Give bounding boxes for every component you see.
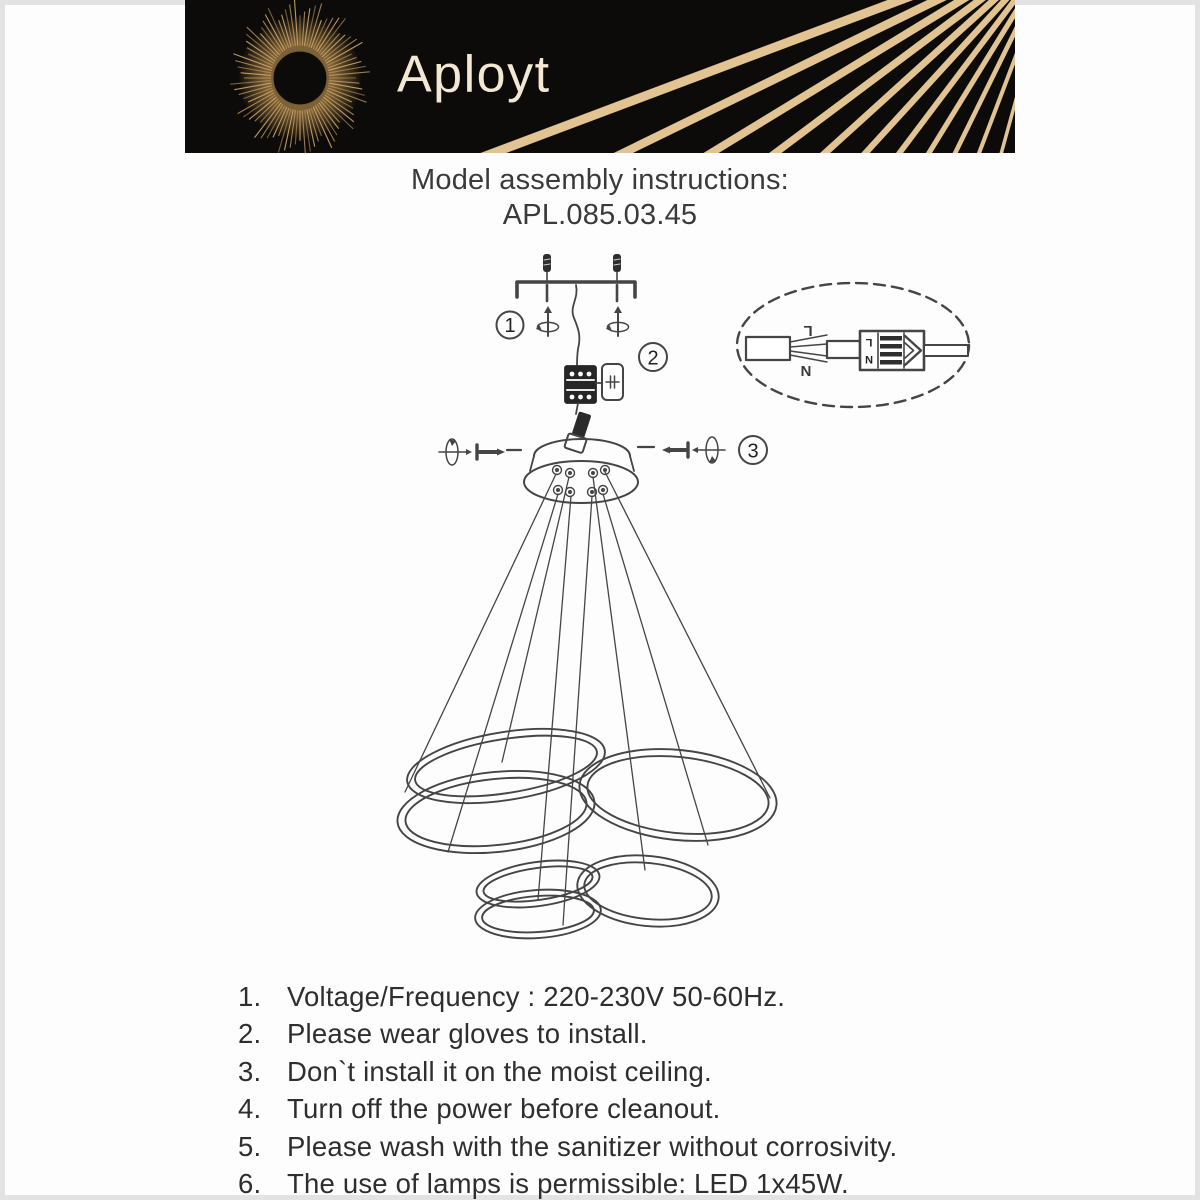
screw-icon xyxy=(613,254,621,301)
step-3-badge xyxy=(739,436,767,464)
wire-label-neutral: N xyxy=(800,362,812,379)
rotate-screw-icon xyxy=(606,306,629,336)
step-1-badge xyxy=(497,312,524,339)
item-text: The use of lamps is permissible: LED 1x45W. xyxy=(287,1168,849,1200)
item-number: 5. xyxy=(238,1130,262,1162)
plug-icon xyxy=(564,410,594,453)
item-text: Please wear gloves to install. xyxy=(287,1018,648,1050)
item-text: Voltage/Frequency : 220-230V 50-60Hz. xyxy=(287,981,786,1012)
item-number: 4. xyxy=(238,1093,262,1125)
item-text: Please wash with the sanitizer without corrosivity. xyxy=(287,1130,898,1162)
connector-label-live: L xyxy=(865,336,873,348)
item-number: 6. xyxy=(238,1168,262,1200)
item-number: 3. xyxy=(238,1055,262,1087)
item-number: 2. xyxy=(238,1018,262,1050)
rotate-axis-icon xyxy=(692,437,725,463)
item-text: Don`t install it on the moist ceiling. xyxy=(287,1055,712,1087)
screw-icon xyxy=(543,254,551,301)
mounting-bracket-group xyxy=(497,254,636,339)
rotate-axis-icon xyxy=(439,439,472,465)
model-number: APL.085.03.45 xyxy=(502,199,698,231)
screw-icon xyxy=(477,445,505,459)
list-item xyxy=(238,1128,897,1165)
connector-label-neutral: N xyxy=(865,353,873,365)
list-item xyxy=(238,1165,897,1200)
wire-label-live: L xyxy=(803,322,813,339)
list-item xyxy=(238,978,897,1015)
item-number: 1. xyxy=(238,981,262,1012)
list-item xyxy=(238,1090,897,1127)
list-item xyxy=(238,1015,897,1052)
step-2-badge xyxy=(639,343,667,371)
brand-name: Aployt xyxy=(397,45,551,104)
rotate-screw-icon xyxy=(536,306,559,336)
list-item xyxy=(238,1053,897,1090)
step-3-label: 3 xyxy=(747,440,759,463)
canopy-group xyxy=(439,436,767,503)
ring-top-right xyxy=(575,740,781,850)
led-rings xyxy=(393,717,781,943)
suspension-cables xyxy=(405,472,770,925)
instruction-list xyxy=(238,978,897,1200)
cable-holes xyxy=(553,466,610,497)
item-text: Turn off the power before cleanout. xyxy=(287,1093,721,1125)
step-1-label: 1 xyxy=(504,315,516,337)
page-title: Model assembly instructions: xyxy=(411,164,789,196)
wiring-detail-group xyxy=(737,283,969,407)
step-2-label: 2 xyxy=(647,347,659,370)
screw-icon xyxy=(662,443,688,457)
